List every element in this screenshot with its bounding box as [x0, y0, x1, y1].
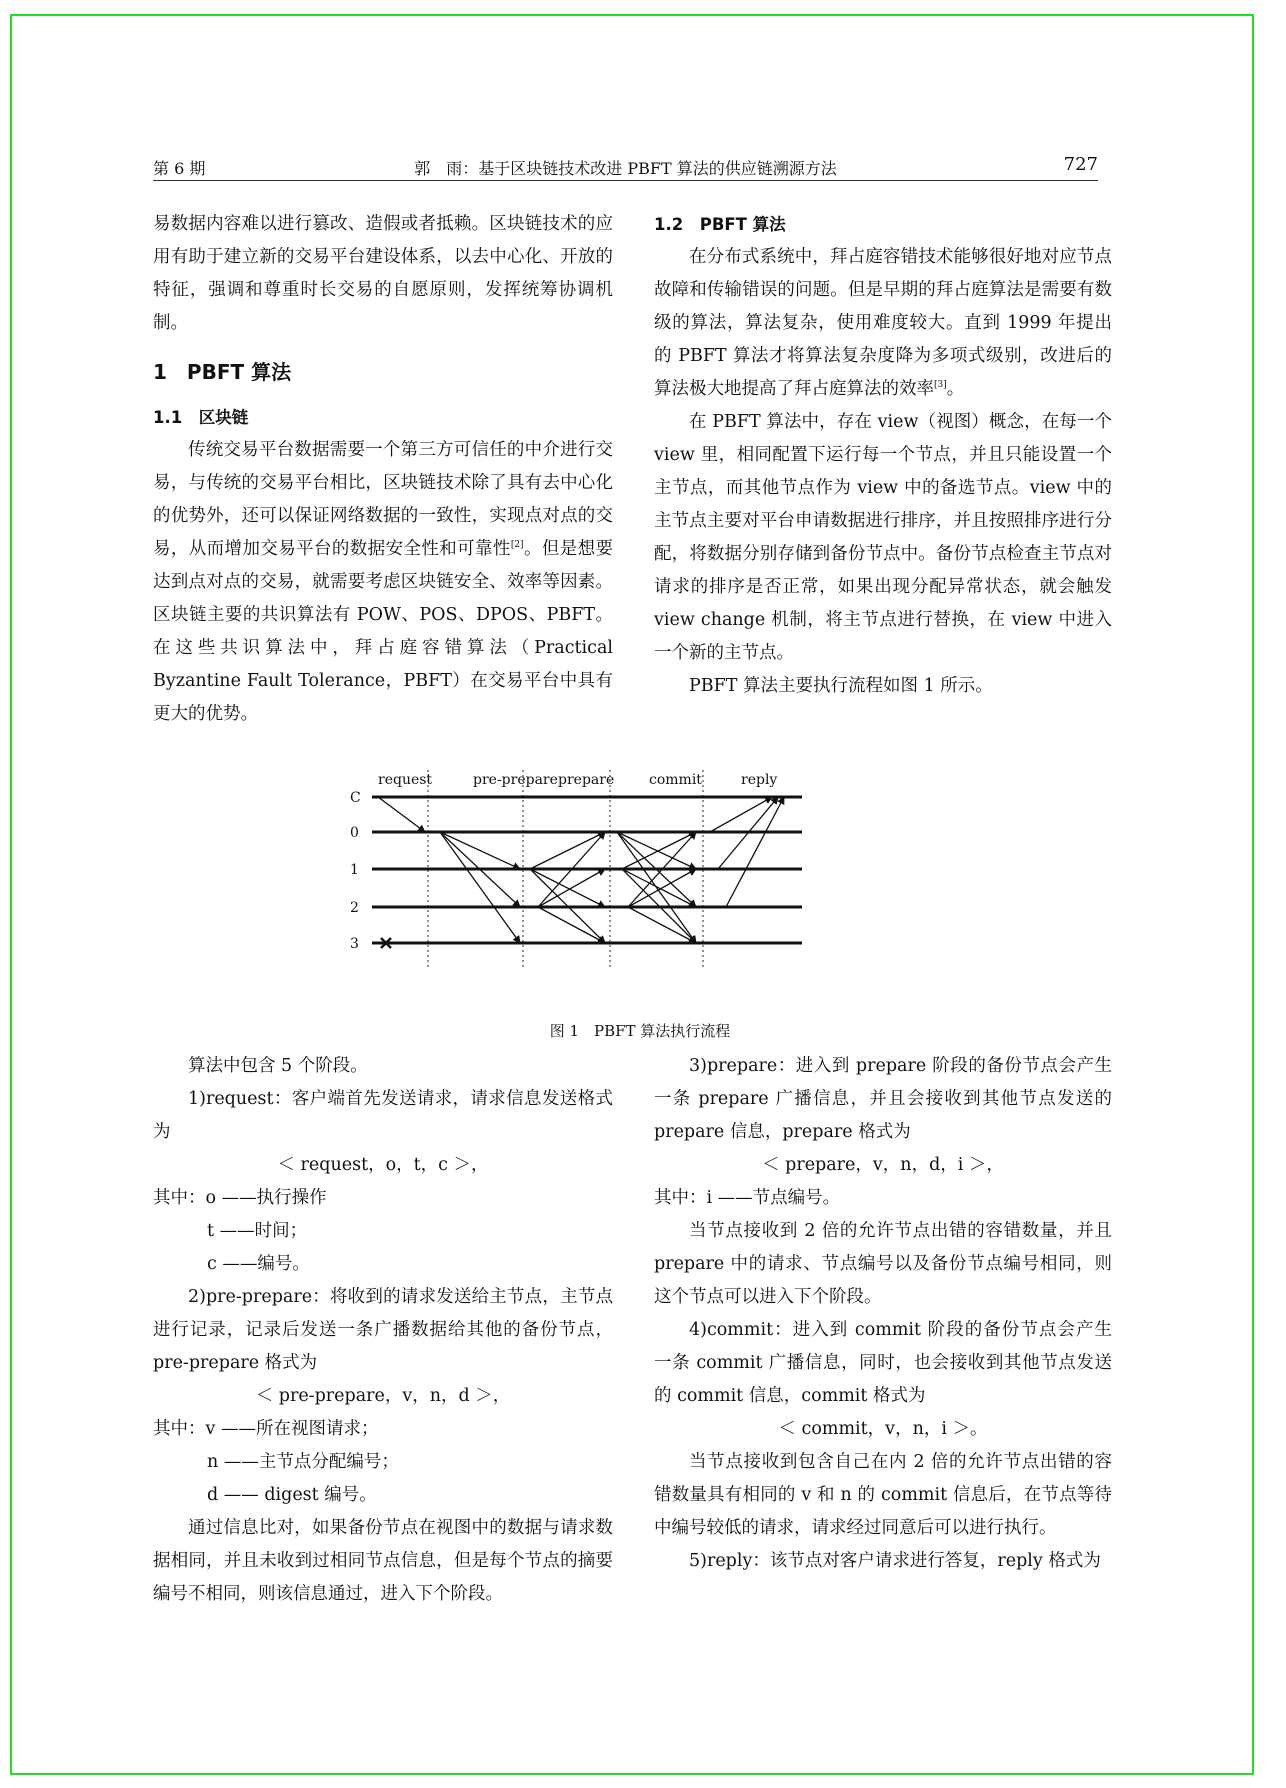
pbft-flow-diagram	[340, 770, 940, 1015]
preprepare-arrow-1	[440, 832, 520, 869]
node-label-2: 2	[350, 900, 359, 916]
right-column-bottom	[654, 1050, 1112, 1578]
figure-caption: 图 1 PBFT 算法执行流程	[549, 1022, 731, 1040]
running-title: 郭 雨：基于区块链技术改进 PBFT 算法的供应链溯源方法	[414, 159, 837, 178]
phase-label-reply: reply	[741, 772, 778, 788]
reply-paragraph: 5)reply：该节点对客户请求进行答复，reply 格式为	[689, 1551, 1101, 1571]
commit-paragraph: 4)commit：进入到 commit 阶段的备份节点会产生一条 commit 广播信息，同时，也会接收到其他节点发送的 commit 信息，commit 格式为	[654, 1320, 1112, 1406]
where-c: c ——编号。	[207, 1254, 310, 1274]
node-label-0: 0	[350, 825, 359, 841]
pbft-intro-text-b: 。	[946, 379, 965, 399]
figure-reference-paragraph: PBFT 算法主要执行流程如图 1 所示。	[689, 676, 993, 696]
right-column-top	[654, 208, 1112, 703]
commit-arrow-2-3	[628, 907, 696, 943]
prepare-condition-paragraph: 当节点接收到 2 倍的允许节点出错的容错数量，并且 prepare 中的请求、节点编号以及备份节点编号相同，则这个节点可以进入下个阶段。	[654, 1221, 1112, 1307]
where-d: d —— digest 编号。	[207, 1485, 377, 1505]
where-v: 其中：v ——所在视图请求；	[153, 1419, 379, 1439]
commit-arrow-0-3	[617, 832, 696, 943]
request-arrow	[378, 797, 425, 832]
where-n: n ——主节点分配编号；	[207, 1452, 399, 1472]
prepare-arrow-1-0	[530, 832, 605, 869]
where-o: 其中：o ——执行操作	[153, 1188, 327, 1208]
phase-label-pre-prepare: pre-prepare	[473, 772, 558, 788]
request-paragraph: 1)request：客户端首先发送请求，请求信息发送格式为	[153, 1089, 613, 1142]
prepare-paragraph: 3)prepare：进入到 prepare 阶段的备份节点会产生一条 prepare 广播信息，并且会接收到其他节点发送的 prepare 信息，prepare 格式为	[654, 1056, 1112, 1142]
intro-paragraph: 易数据内容难以进行篡改、造假或者抵赖。区块链技术的应用有助于建立新的交易平台建设体系，以去中心化、开放的特征，强调和尊重时长交易的自愿原则，发挥统筹协调机制。	[153, 214, 613, 333]
view-paragraph: 在 PBFT 算法中，存在 view（视图）概念，在每一个 view 里，相同配置下运行每一个节点，并且只能设置一个主节点，而其他节点作为 view 中的备选节点。view 中的主节点主要对平台申请数据进行排序，并且按照排序进行分配，将数据分别存储到备份节点中。备份节点检查主节点对请求的排序是否正常，如果出现分配异常状态，就会触发 view change 机制，将主节点进行替换，在 view 中进入一个新的主节点。	[654, 412, 1112, 663]
subsection-heading-blockchain: 1.1 区块链	[153, 408, 249, 427]
left-column-bottom	[153, 1050, 613, 1611]
issue-number: 第 6 期	[153, 159, 206, 178]
blockchain-text-b: 。但是想要达到点对点的交易，就需要考虑区块链安全、效率等因素。区块链主要的共识算法有 POW、POS、DPOS、PBFT。在这些共识算法中，拜占庭容错算法（Practical Byzantine Fault Tolerance，PBFT）在交易平台中具有更大的优势。	[153, 539, 614, 724]
commit-format: ＜ commit，v，n，i ＞。	[778, 1419, 988, 1439]
phase-label-commit: commit	[649, 772, 702, 788]
reply-arrow-2	[726, 797, 784, 907]
preprepare-paragraph: 2)pre-prepare：将收到的请求发送给主节点，主节点进行记录，记录后发送一条广播数据给其他的备份节点，pre-prepare 格式为	[153, 1287, 613, 1373]
prepare-arrow-2-3	[538, 907, 605, 943]
phase-label-prepare: prepare	[558, 772, 615, 788]
preprepare-format: ＜ pre-prepare，v，n，d ＞，	[255, 1386, 511, 1406]
citation-3: [3]	[934, 380, 947, 390]
pbft-intro-text-a: 在分布式系统中，拜占庭容错技术能够很好地对应节点故障和传输错误的问题。但是早期的拜占庭算法是需要有数级的算法，算法复杂，使用难度较大。直到 1999 年提出的 PBFT 算法才将算法复杂度降为多项式级别，改进后的算法极大地提高了拜占庭算法的效率	[654, 247, 1112, 399]
section-heading: 1 PBFT 算法	[153, 360, 292, 384]
where-t: t ——时间；	[207, 1221, 308, 1241]
request-format: ＜ request，o，t，c ＞，	[277, 1155, 489, 1175]
node-label-C: C	[350, 790, 361, 806]
blockchain-paragraph	[153, 434, 613, 731]
pbft-intro-paragraph	[654, 241, 1112, 406]
pbft-flow-figure	[340, 770, 940, 1045]
subsection-heading-pbft: 1.2 PBFT 算法	[654, 215, 786, 234]
node-label-1: 1	[350, 862, 359, 878]
preprepare-arrow-3	[440, 832, 520, 943]
page-number: 727	[1063, 154, 1098, 175]
commit-condition-paragraph: 当节点接收到包含自己在内 2 倍的允许节点出错的容错数量具有相同的 v 和 n 的 commit 信息后，在节点等待中编号较低的请求，请求经过同意后可以进行执行。	[654, 1452, 1112, 1538]
citation-2: [2]	[510, 540, 524, 550]
left-column-top	[153, 208, 613, 731]
prepare-format: ＜ prepare，v，n，d，i ＞，	[762, 1155, 1004, 1175]
node-label-3: 3	[350, 936, 359, 952]
compare-paragraph: 通过信息比对，如果备份节点在视图中的数据与请求数据相同，并且未收到过相同节点信息，但是每个节点的摘要编号不相同，则该信息通过，进入下个阶段。	[153, 1518, 613, 1604]
where-i: 其中：i ——节点编号。	[654, 1188, 841, 1208]
phase-label-request: request	[378, 772, 433, 788]
blockchain-text-a: 传统交易平台数据需要一个第三方可信任的中介进行交易，与传统的交易平台相比，区块链技术除了具有去中心化的优势外，还可以保证网络数据的一致性，实现点对点的交易，从而增加交易平台的数据安全性和可靠性	[153, 440, 613, 559]
stages-paragraph: 算法中包含 5 个阶段。	[188, 1056, 368, 1076]
running-header	[153, 152, 1098, 181]
